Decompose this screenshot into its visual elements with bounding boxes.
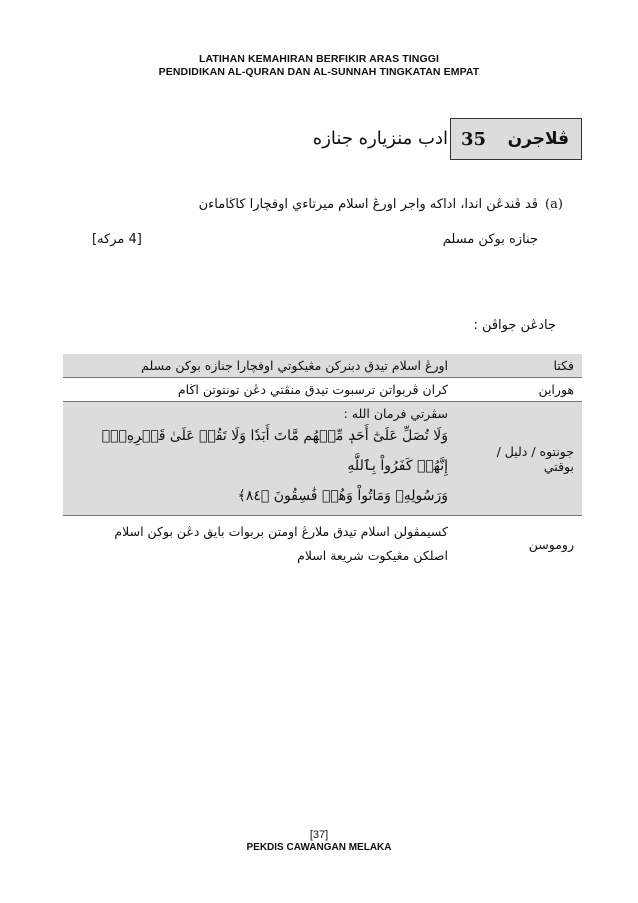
page-number: [37] — [309, 829, 329, 841]
row-label: هوراين — [456, 378, 582, 402]
row-label: فكتا — [456, 354, 582, 378]
question-marks: [4 مركه] — [92, 232, 142, 247]
quran-verse-line-1: وَلَا تُصَلِّ عَلَىٰٓ أَحَدٖ مِّنۡهُم مَّاتَ أَبَدٗا وَلَا تَقُمۡ عَلَىٰ قَبۡرِهِۦٓۖ إِنَّهُمۡ كَفَرُواْ بِٱللَّهِ — [101, 428, 448, 474]
lesson-number: 35 — [461, 128, 487, 150]
lesson-word: ڤلاجرن — [507, 129, 569, 149]
row-content — [63, 402, 456, 516]
row-label: روموسن — [528, 536, 574, 552]
header-line-1: LATIHAN KEMAHIRAN BERFIKIR ARAS TINGGI — [198, 53, 440, 65]
question-line-1: ڤد ڤندڠن اندا، اداكه واجر اورڠ اسلام ميرتاءي اوفچارا كاڬاماءن — [198, 197, 538, 212]
lesson-title-box — [450, 118, 582, 160]
summary-line-2: اصلكن مڠيكوت شريعة اسلام — [297, 548, 448, 563]
table-row — [63, 378, 582, 402]
row-label: جونتوه / دليل / بوقتي — [456, 402, 582, 516]
topic-title: ادب منزياره جنازه — [312, 128, 448, 149]
question-label: (a) — [545, 197, 563, 212]
quran-verse-line-2: وَرَسُولِهِۦ وَمَاتُواْ وَهُمۡ فَٰسِقُونَ ﴿٨٤﴾ — [237, 488, 448, 504]
summary-line-1: كسيمڤولن اسلام تيدق ملارڠ اومتن بربوات بايق دڠن بوكن اسلام — [114, 524, 448, 539]
table-row — [63, 354, 582, 378]
footer-branch: PEKDIS CAWANGAN MELAKA — [246, 842, 392, 853]
row-content: كران ڤربواتن ترسبوت تيدق منڤتي دڠن تونتوتن اڬام — [63, 378, 456, 402]
row-content — [63, 516, 456, 573]
answer-table — [63, 354, 582, 572]
header-line-2: PENDIDIKAN AL-QURAN DAN AL-SUNNAH TINGKATAN EMPAT — [158, 66, 480, 78]
question-line-2: جنازه بوكن مسلم — [442, 232, 538, 247]
answer-heading: جادڠن جواڤن : — [473, 318, 556, 333]
evidence-intro: سڤرتي فرمان الله : — [343, 406, 448, 421]
table-row — [63, 402, 582, 516]
table-row — [63, 516, 582, 573]
row-content: اورڠ اسلام تيدق دبنركن مڠيكوتي اوفچارا جنازه بوكن مسلم — [63, 354, 456, 378]
